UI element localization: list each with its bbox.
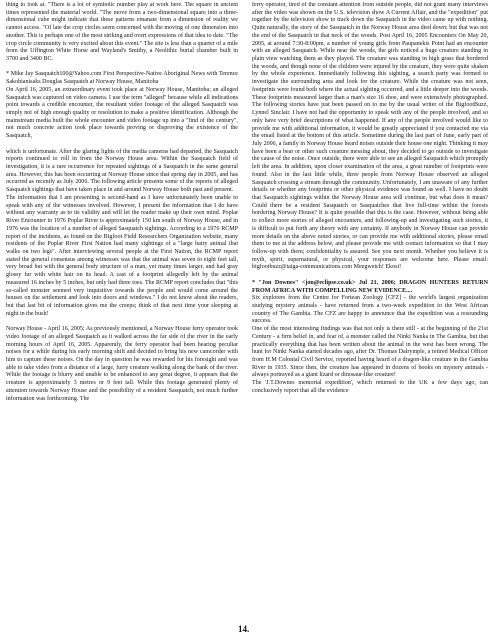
paragraph-ninki-nanka: One of the most interesting findings was that not only is there still - at the beginning of the 21st Century - a firm belief in, and fear of, a monster called the Ninki Nanka in The Gambia, but that practically everything that has been written about the animal in the west has been wrong. The hunt for Ninki Nanka started decades ago, after Dr. Thomas Dalrymple, a retired Medical Officer from H.M Colonial Civil Service, reported having heard of a dragon-like creature in the Gambia River in 1935. Since then, the creature has appeared in dozens of books on mystery animals - always portrayed as a giant lizard or dinosaur-like creature! <box>252 326 488 379</box>
paragraph-cfz-expedition: Six explorers from the Centre for Fortean Zoology [CFZ] - the world's largest organization studying mystery animals - have returned from a two-week expedition to the West African country of The Gambia. The CFZ are happy to announce that the expedition was a resounding success. <box>252 295 488 325</box>
page-number: 14. <box>238 624 250 634</box>
paragraph-repeated-sightings: which is unfortunate. After the glaring lights of the media cameras had departed, the Sasquatch reports continued to roll in from the Norway House area. Within the Sasquatch field of investigation, it is a rare occurrence for repeated sightings of a Sasquatch in the same general area. However, this has been occurring at Norway House since that spring day in 2005, and has occurred as recently as July 2006. The following article presents some of the reports of alleged Sasquatch sightings that have taken place in and around Norway House both past and present. <box>6 148 238 194</box>
paragraph-ferry-video: Norway House - April 16, 2005; As previously mentioned, a Norway House ferry operator took video footage of an alleged Sasquatch as it walked across the far side of the river in the early morning hours of April 16, 2005. Apparently, the ferry operator had been hearing peculiar noises for a while during his early morning shift and decided to bring his new camcorder with him to capture these noises. On the day in question he was rewarded for his foresight and was able to take video from a distance of a large, furry creature walking along the bank of the river. While the footage is blurry and unable to be enhanced to any great degree, it appears that the creature is approximately 3 metres or 9 feet tall. While this footage generated plenty of attention towards Norway House and the possibility of a resident Sasquatch, not much further information was forthcoming. The <box>6 326 238 402</box>
paragraph-byline-mike-jay: * Mike Jay Sasquatch100@Yahoo.com First Perspective-Native Aboriginal News with Terence Sakohianisaks Douglas Sasquatch at Norway House, Manitoba <box>6 71 238 86</box>
paragraph-poplar-river: The information that I am presenting is second-hand as I have unfortunately been unable to speak with any of the witnesses involved. However, I present the information that I do have without any warranty as to its validity and will let the reader make up their own mind. Poplar River Encounter in 1976 Poplar River is approximately 150 km south of Norway House, and in 1976 was the location of a number of alleged Sasquatch sightings. According to a 1976 RCMP report of the incidents, as found on the Bigfoot Field Researchers Organization website, many residents of the Poplar River First Nation had many sightings of a "large hairy animal that walks on two legs". After interviewing several people at the First Nation, the RCMP report stated the general consensus among witnesses was that the animal was seven to eight feet tall, very broad but with the general body structure of a man, yet many times larger, and had gray glossy fur with white hair on its head. A cast of a footprint allegedly left by the animal measured 16 inches by 5 inches, but only had three toes. The RCMP report concludes that "this so-called monster seemed very inquisitive towards the people and would come around the houses on the settlement and look into doors and windows." I do not know about the readers, but that last bit of information gives me the creeps; think of that next time your sleeping at night in the bush! <box>6 194 238 317</box>
paragraph-downes-expedition: The 'J.T.Downes memorial expedition', which returned to the UK a few days ago, can conclusively report that all the evidence <box>252 380 488 394</box>
right-column <box>252 2 488 624</box>
left-column <box>6 2 238 624</box>
paragraph-norway-house-intro: On April 16, 2005, an extraordinary event took place at Norway House, Manitoba; an alleged Sasquatch was captured on video camera. I use the term "alleged" because while all indications point towards a credible encounter, the resultant video footage of the alleged Sasquatch was simply not of high enough quality or resolution to make a positive identification. Although the mainstream media built the whole encounter and video footage up into a "find of the century", not much concrete action took place towards proving or disproving the existence of the Sasquatch, <box>6 86 238 140</box>
paragraph-dragon-hunters-headline: * "Jon Downes" <jon@eclipse.co.uk> Jul 21, 2006; DRAGON HUNTERS RETURN FROM AFRICA WITH COMPELLING NEW EVIDENCE.... <box>252 279 488 294</box>
paragraph-crop-circle-end: thing to look at. "There is a lot of symbolic number play at work here. The square in ancient times represented the material world. "The move from a two-dimensional square into a three-dimensional cube might indicate that these patterns emanate from a dimension of reality we cannot access. "Of late the crop circles seem concerned with the moving of one dimension into another. This is perhaps one of the most striking and overt expressions of that idea to date. "The crop circle community is very excited about this event." The site is less than a quarter of a mile from the Uffington White Horse and Wayland's Smithy, a Neolithic burial chamber built in 3700 and 3400 BC. <box>6 2 238 63</box>
paragraph-post-2005-encounters: ferry operator, tired of the constant attention from outside people, did not grant many interviews after the video was shown on the U.S. television show A Current Affair, and the "expedition" put together by the television show to track down the Sasquatch in the video came up with nothing. Quite naturally, the story of the Sasquatch in the Norway House area died down; but that was not the end of the Sasquatch in that neck of the woods. Post April 16, 2005 Encounters On May 20, 2005, at around 7:30-8:00pm, a number of young girls from Paupanekis Point had an encounter with an alleged Sasquatch. While near the woods, the girls noticed a huge creature standing in plain view watching them as they played. The creature was standing in high grass that bordered the woods, and though none of the children were injured by the creature, they were quite shaken by the whole experience. Immediately following this sighting, a search party was formed to investigate the surrounding area and look for the creature. While the creature was not seen, footprints were found both where the actual sighting occurred, and a little deeper into the woods. These footprints measured larger than a man's size 16 shoe, and were extensively photographed. The following stories have just been passed on to me by the usual writer of the BigfootBuzz, Lynnel Sinclair. I have not had the opportunity to speak with any of the people involved, and so only have very brief descriptions of what happened. If any of the people involved would like to provide me with additional information, it would be greatly appreciated if you contacted me via the email listed at the bottom of this article. Sometime during the last part of June, early part of July 2006, a family in Norway House heard noises outside their house one night. Thinking it may have been a bear or other such creature messing about, they decided to go outside to investigate the cause of the noise. Once outside, there were able to see an alleged Sasquatch which promptly left the area. In addition, upon closer examination of the area, a great number of footprints were found. Also in the last little while, three people from Norway House observed an alleged Sasquatch crossing a stream through the community. Unfortunately, I am unaware of any further details or whether any footprints or other physical evidence was found as well. I have no doubt that Sasquatch sightings within the Norway House area will continue, but what does it mean? Could there be a resident Sasquatch or Sasquatches that live full-time within the forests bordering Norway House? It is quite possible that this is the case. However, without being able to collect more stories of alleged encounters, and following-up and investigating such stories, it is difficult to put forth any theory with any certainty. If anybody in Norway House can provide more details on the above noted stories, or can provide me with additional stories, please email them to me at the address below, and please provide me with contact information so that I may follow-up with them; confidentiality is assured. See you next month. Whether you believe it is myth, spirit, supernatural, or physical, your responses are welcome here. Please email: bigfootbuzz@taiga-communications.com Meegwetch! Ekosi! <box>252 2 488 271</box>
